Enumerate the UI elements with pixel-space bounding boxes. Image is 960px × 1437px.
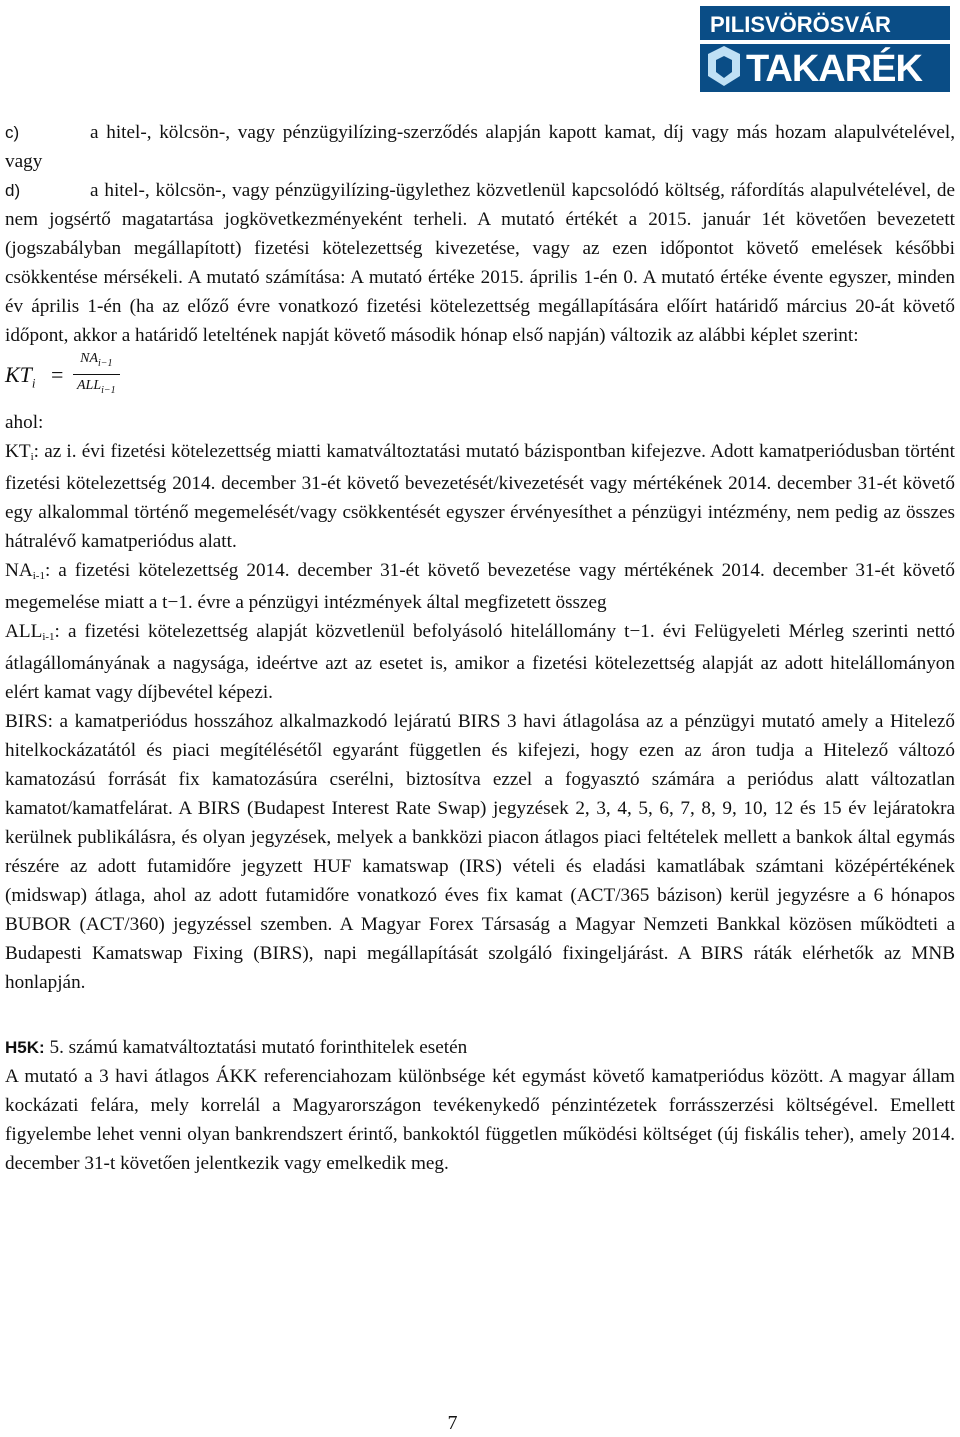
- section-heading-title: 5. számú kamatváltoztatási mutató forinthitelek esetén: [44, 1037, 468, 1058]
- list-item-text: a hitel-, kölcsön-, vagy pénzügyilízing-ügylethez közvetlenül kapcsolódó költség, ráfordítás alapulvételével, de nem jogsértő magatartása jogkövetkezményeként terheli. A mutató értékét a 2015. január 1ét követően bevezetett (jogszabályban megállapított) fizetési kötelezettség kivezetése, vagy az ezen időpontot követő emelések későbbi csökkentése mérsékeli. A mutató számítása: A mutató értéke 2015. április 1-én 0. A mutató értéke évente egyszer, minden év április 1-én (ha az előző évre vonatkozó fizetési kötelezettség megállapítására előírt határidő március 20-át követő időpont, akkor a határidő leteltének napját követő második hónap első napján) változik az alábbi képlet szerint:: [5, 180, 955, 346]
- page-number: 7: [447, 1412, 458, 1434]
- section-body: A mutató a 3 havi átlagos ÁKK referenciahozam különbsége két egymást követő kamatperiódus között. A magyar állam kockázati felára, mely korrelál a Magyarországon tevékenykedő pénzintézetek forrásszerzési költségével. Emellett figyelembe lehet venni olyan bankrendszert érintő, bankoktól független működési költséget (új fiskális teher), amely 2014. december 31-t követően jelentkezik vagy emelkedik meg.: [5, 1066, 955, 1174]
- list-item-c: [5, 118, 955, 176]
- formula-lhs: $KT_i$: [5, 362, 36, 391]
- logo-top-text: PILISVÖRÖSVÁR: [710, 12, 891, 37]
- list-item-label: c): [5, 123, 20, 142]
- section-spacer: [5, 997, 955, 1033]
- definition-na: NAi-1: a fizetési kötelezettség 2014. december 31-ét követő bevezetése vagy mértékének 2014. december 31-ét követő megemelése miatt a t−1. évre a pénzügyi intézmények által megfizetett összeg: [5, 560, 955, 613]
- fraction-bar: [73, 374, 120, 375]
- section-heading: [5, 1033, 955, 1062]
- formula-numerator: $NA_{i-1}$: [80, 351, 113, 369]
- formula-fraction: [73, 350, 120, 399]
- birs-paragraph: BIRS: a kamatperiódus hosszához alkalmazkodó lejáratú BIRS 3 havi átlagolása az a pénzügyi mutató amely a Hitelező hitelkockázatától és piaci megítélésétől egyaránt független és kifejezi, hogy ezen az áron tudja a Hitelező változó kamatozású forrását fix kamatozásúra cserélni, biztosítva ezzel a fogyasztó számára a periódus alatt változatlan kamatot/kamatfelárat. A BIRS (Budapest Interest Rate Swap) jegyzések 2, 3, 4, 5, 6, 7, 8, 9, 10, 12 és 15 év lejáratokra kerülnek publikálásra, és olyan jegyzések, melyek a bankközi piacon átlagos piaci feltételek mellett a bankok által egymás részére az adott futamidőre jegyzett HUF kamatswap (IRS) vételi és eladási kamatlábak számtani középértékének (midswap) átlaga, ahol az adott futamidőre vonatkozó éves fix kamat (ACT/365 bázison) kerül jegyzésre a 6 hónapos BUBOR (ACT/360) jegyzéssel szemben. A Magyar Forex Társaság a Magyar Nemzeti Bankkal közösen működteti a Budapesti Kamatswap Fixing (BIRS), napi megállapítását szolgáló fixingeljárást. A BIRS ráták elérhetők az MNB honlapján.: [5, 711, 955, 993]
- logo-main-text: TAKARÉK: [746, 48, 922, 90]
- list-item-d: [5, 176, 955, 350]
- definition-all: ALLi-1: a fizetési kötelezettség alapját közvetlenül befolyásoló hitelállomány t−1. évi Felügyeleti Mérleg szerinti nettó átlagállományának a nagysága, ideértve azt az esetet is, amikor a fizetési kötelezettség alapját az adott hitelállományon elért kamat vagy díjbevétel képezi.: [5, 621, 955, 703]
- section-heading-label: H5K:: [5, 1038, 45, 1057]
- pilisvorosvar-takarek-logo: [700, 6, 950, 92]
- ahol-label: ahol:: [5, 412, 44, 433]
- document-body: [5, 118, 955, 1178]
- list-item-label: d): [5, 181, 21, 200]
- formula-denominator: $ALL_{i-1}$: [77, 377, 116, 396]
- definition-kt: KTi: az i. évi fizetési kötelezettség miatti kamatváltoztatási mutató bázispontban kifejezve. Adott kamatperiódusban történt fizetési kötelezettség 2014. december 31-ét követő bevezetését/kivezetését vagy mértékének 2014. december 31-ét követő egy alkalommal történő megemelését/vagy csökkentését egyszer érvényesíthet a pénzügyi intézmény, nem pedig az összes hátralévő kamatperiódus alatt.: [5, 441, 955, 552]
- formula-equals: =: [51, 362, 64, 387]
- kt-formula: [5, 350, 955, 408]
- list-item-text: a hitel-, kölcsön-, vagy pénzügyilízing-szerződés alapján kapott kamat, díj vagy más hozam alapulvételével, vagy: [5, 122, 955, 172]
